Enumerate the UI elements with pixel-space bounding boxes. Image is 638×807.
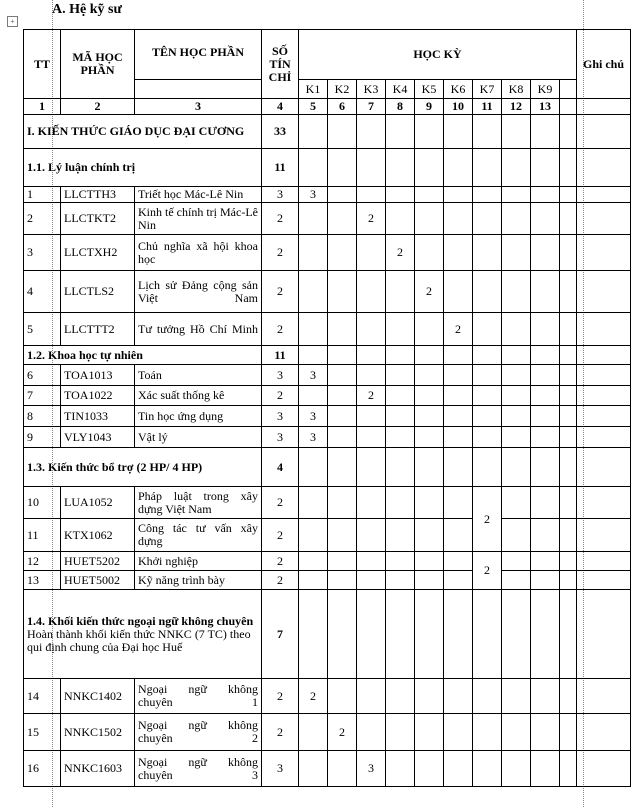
col-number: 9 <box>415 99 444 115</box>
semester-value-merged: 2 <box>473 487 502 552</box>
semester-k9: K9 <box>531 80 560 99</box>
table-move-handle-icon[interactable]: + <box>7 16 18 27</box>
course-name: Kỹ năng trình bày <box>135 571 262 590</box>
table-row <box>24 714 631 751</box>
col-number: 2 <box>61 99 135 115</box>
group-credits: 33 <box>262 115 299 149</box>
course-credits: 2 <box>262 386 299 406</box>
course-name: Vật lý <box>135 427 262 448</box>
course-tt: 10 <box>24 487 61 519</box>
course-name: Ngoại ngữ không chuyên 1 <box>135 679 262 714</box>
section-title: A. Hệ kỹ sư <box>52 2 122 17</box>
course-tt: 15 <box>24 714 61 751</box>
table-row <box>24 571 631 590</box>
table-row <box>24 487 631 519</box>
course-name: Kinh tế chính trị Mác-Lê Nin <box>135 203 262 235</box>
semester-value: 2 <box>357 386 386 406</box>
group-credits: 11 <box>262 346 299 365</box>
semester-value: 3 <box>299 187 328 203</box>
semester-k1: K1 <box>299 80 328 99</box>
semester-value-merged: 2 <box>473 552 502 590</box>
table-row <box>24 519 631 552</box>
col-number: 3 <box>135 99 262 115</box>
group-row-1-4 <box>24 590 262 679</box>
course-credits: 2 <box>262 271 299 313</box>
course-tt: 14 <box>24 679 61 714</box>
table-row <box>24 235 631 271</box>
course-code: NNKC1603 <box>61 751 135 787</box>
semester-value: 2 <box>415 271 444 313</box>
col-number: 11 <box>473 99 502 115</box>
group-row-1-2: 1.2. Khoa học tự nhiên <box>24 346 262 365</box>
course-credits: 3 <box>262 187 299 203</box>
table-row <box>24 427 631 448</box>
group-credits: 4 <box>262 448 299 487</box>
course-tt: 2 <box>24 203 61 235</box>
group-row-1-1: 1.1. Lý luận chính trị <box>24 149 262 187</box>
course-name: Khởi nghiệp <box>135 552 262 571</box>
course-credits: 2 <box>262 571 299 590</box>
course-tt: 8 <box>24 406 61 427</box>
course-code: HUET5002 <box>61 571 135 590</box>
semester-value: 2 <box>328 714 357 751</box>
semester-value: 3 <box>299 365 328 386</box>
course-code: TOA1022 <box>61 386 135 406</box>
semester-k6: K6 <box>444 80 473 99</box>
col-number: 13 <box>531 99 560 115</box>
header-course-name: TÊN HỌC PHẦN <box>135 30 262 80</box>
col-number: 1 <box>24 99 61 115</box>
col-number: 10 <box>444 99 473 115</box>
course-code: TOA1013 <box>61 365 135 386</box>
course-code: LLCTKT2 <box>61 203 135 235</box>
course-tt: 12 <box>24 552 61 571</box>
semester-value: 2 <box>357 203 386 235</box>
course-name: Tin học ứng dụng <box>135 406 262 427</box>
col-number: 6 <box>328 99 357 115</box>
course-code: LLCTTT2 <box>61 313 135 346</box>
group-label: 1.4. Khối kiến thức ngoại ngữ không chuyên <box>27 613 254 628</box>
course-code: LLCTXH2 <box>61 235 135 271</box>
table-row <box>24 406 631 427</box>
col-number: 4 <box>262 99 299 115</box>
course-credits: 3 <box>262 365 299 386</box>
course-code: LLCTTH3 <box>61 187 135 203</box>
semester-value: 3 <box>299 406 328 427</box>
course-credits: 3 <box>262 427 299 448</box>
course-tt: 4 <box>24 271 61 313</box>
group-credits: 7 <box>262 590 299 679</box>
table-row <box>24 271 631 313</box>
header-tt: TT <box>24 30 61 99</box>
course-credits: 2 <box>262 203 299 235</box>
course-credits: 2 <box>262 313 299 346</box>
table-row <box>24 187 631 203</box>
course-credits: 3 <box>262 751 299 787</box>
course-name: Ngoại ngữ không chuyên 3 <box>135 751 262 787</box>
semester-value: 3 <box>299 427 328 448</box>
course-tt: 11 <box>24 519 61 552</box>
group-row-I: I. KIẾN THỨC GIÁO DỤC ĐẠI CƯƠNG <box>24 115 262 149</box>
table-row <box>24 365 631 386</box>
semester-k3: K3 <box>357 80 386 99</box>
col-number: 5 <box>299 99 328 115</box>
semester-value: 2 <box>444 313 473 346</box>
semester-k7: K7 <box>473 80 502 99</box>
course-credits: 2 <box>262 235 299 271</box>
course-credits: 2 <box>262 519 299 552</box>
header-semester: HỌC KỲ <box>299 30 577 80</box>
semester-value: 2 <box>386 235 415 271</box>
table-row <box>24 313 631 346</box>
header-note: Ghi chú <box>577 30 631 99</box>
semester-value: 2 <box>299 679 328 714</box>
course-credits: 3 <box>262 406 299 427</box>
course-name: Xác suất thống kê <box>135 386 262 406</box>
course-name: Toán <box>135 365 262 386</box>
course-code: KTX1062 <box>61 519 135 552</box>
course-name: Công tác tư vấn xây dựng <box>135 519 262 552</box>
curriculum-table <box>23 29 631 787</box>
table-row <box>24 679 631 714</box>
course-name: Pháp luật trong xây dựng Việt Nam <box>135 487 262 519</box>
group-credits: 11 <box>262 149 299 187</box>
col-number: 8 <box>386 99 415 115</box>
course-name: Chủ nghĩa xã hội khoa học <box>135 235 262 271</box>
course-code: LUA1052 <box>61 487 135 519</box>
group-note: Hoàn thành khối kiến thức NNKC (7 TC) theo qui định chung của Đại học Huế <box>27 626 251 654</box>
course-tt: 16 <box>24 751 61 787</box>
table-row <box>24 386 631 406</box>
course-name: Ngoại ngữ không chuyên 2 <box>135 714 262 751</box>
course-code: HUET5202 <box>61 552 135 571</box>
course-name: Tư tưởng Hồ Chí Minh <box>135 313 262 346</box>
course-code: LLCTLS2 <box>61 271 135 313</box>
course-name: Triết học Mác-Lê Nin <box>135 187 262 203</box>
group-row-1-3: 1.3. Kiến thức bổ trợ (2 HP/ 4 HP) <box>24 448 262 487</box>
table-row <box>24 751 631 787</box>
course-tt: 9 <box>24 427 61 448</box>
col-number: 7 <box>357 99 386 115</box>
semester-k2: K2 <box>328 80 357 99</box>
semester-k5: K5 <box>415 80 444 99</box>
course-tt: 6 <box>24 365 61 386</box>
semester-k8: K8 <box>502 80 531 99</box>
table-row <box>24 552 631 571</box>
semester-value: 3 <box>357 751 386 787</box>
course-name: Lịch sử Đảng cộng sản Việt Nam <box>135 271 262 313</box>
course-tt: 1 <box>24 187 61 203</box>
course-credits: 2 <box>262 679 299 714</box>
course-code: TIN1033 <box>61 406 135 427</box>
header-course-code: MÃ HỌC PHẦN <box>61 30 135 99</box>
course-credits: 2 <box>262 714 299 751</box>
header-credits: SỐ TÍN CHỈ <box>262 30 299 99</box>
col-number: 12 <box>502 99 531 115</box>
course-code: NNKC1502 <box>61 714 135 751</box>
course-code: NNKC1402 <box>61 679 135 714</box>
course-tt: 13 <box>24 571 61 590</box>
course-tt: 7 <box>24 386 61 406</box>
course-code: VLY1043 <box>61 427 135 448</box>
course-tt: 3 <box>24 235 61 271</box>
course-credits: 2 <box>262 552 299 571</box>
table-row <box>24 203 631 235</box>
course-credits: 2 <box>262 487 299 519</box>
course-tt: 5 <box>24 313 61 346</box>
semester-k4: K4 <box>386 80 415 99</box>
